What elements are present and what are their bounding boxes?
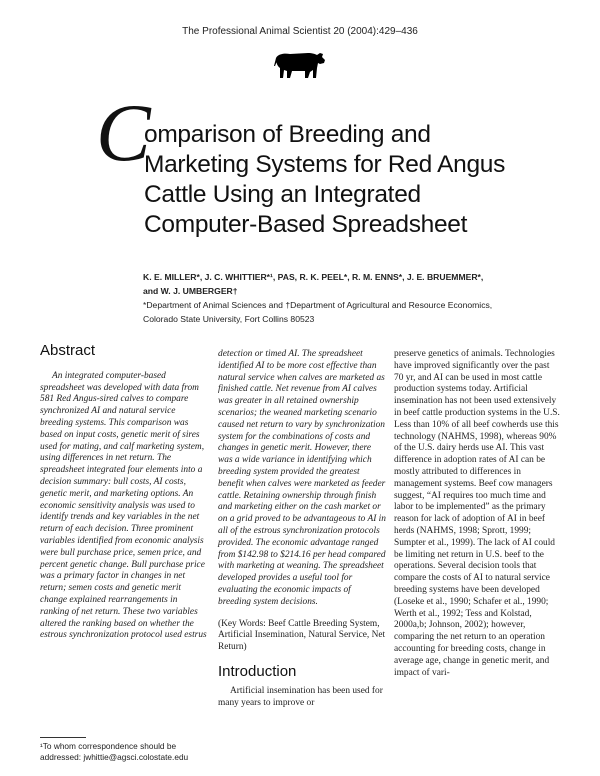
column-1 (40, 342, 208, 642)
abstract-heading: Abstract (40, 342, 96, 359)
affiliations (143, 298, 563, 326)
author-line-2: and W. J. UMBERGER† (143, 286, 238, 296)
title-line-3: Cattle Using an Integrated (144, 181, 421, 208)
author-list (143, 270, 543, 298)
affiliation-line-1: *Department of Animal Sciences and †Department of Agricultural and Resource Economics, (143, 300, 493, 310)
footnote: ¹To whom correspondence should be addressed: jwhittie@agsci.colostate.edu (40, 741, 189, 762)
title-line-4: Computer-Based Spreadsheet (144, 211, 468, 238)
cow-logo (272, 44, 328, 86)
title-line-2: Marketing Systems for Red Angus (144, 151, 506, 178)
cow-icon (272, 44, 328, 86)
affiliation-line-2: Colorado State University, Fort Collins 80523 (143, 314, 315, 324)
abstract-text: An integrated computer-based spreadsheet was developed with data from 581 Red Angus-sired calves to compare synchronized AI and natural service breeding systems. This comparison was based on input costs, genetic merit of sires used for mating, and calf marketing system, using differences in net return. The spreadsheet integrated four elements into a decision summary: bull costs, AI costs, genetic merit, and marketing options. An economic sensitivity analysis was used to identify trends and key variables in the net return of each decision. Three prominent variables identified from economic analysis were bull purchase price, semen price, and percent genetic change. Bull purchase price was a primary factor in changes in net return; semen costs and genetic merit change explained rearrangements in ranking of net return. These two variables altered the ranking based on whether the estrous synchronization protocol used estrus (40, 370, 207, 641)
column-3 (394, 349, 560, 679)
title-drop-cap: C (96, 87, 151, 178)
footnote-divider (40, 737, 86, 738)
abstract-continued: detection or timed AI. The spreadsheet identified AI to be more cost effective than natural service when calves are marketed as finished cattle. Net revenue from AI calves was greater in all retained ownership scenarios; the weaned marketing scenario caused net return to vary by synchronization system for the combinations of costs and changes in genetic merit. However, there was a wide variance in identifying which breeding system provided the greatest benefit when calves were marketed as feeder cattle. Retaining ownership through finish and marketing either on the cash market or on a grid proved to be advantageous to AI in all of the estrous synchronization protocols provided. The economic advantage ranged from $142.98 to $214.16 per head compared with marketing at weaning. The spreadsheet developed provides a useful tool for evaluating the economic impacts of breeding system decisions. (218, 349, 386, 607)
column-2 (218, 349, 386, 709)
introduction-continued: preserve genetics of animals. Technologies have improved significantly over the past 70 yr, and AI can be used in most cattle production systems today. Artificial insemination has not been used extensively in beef cattle production systems in the U.S. Less than 10% of all beef cowherds use this technology (NAHMS, 1998), whereas 90% of the U.S. dairy herds use AI. This vast difference in adoption rates of AI can be mostly attributed to differences in management systems. Beef cow managers suggest, “AI requires too much time and labor to be implemented” as the primary reason for lack of adoption of AI in beef herds (NAHMS, 1998; Sprott, 1999; Sumpter et al., 1999). The lack of AI could be limiting net return in U.S. beef to the operations. Several decision tools that compare the costs of AI to natural service breeding systems have been developed (Loseke et al., 1990; Schafer et al., 1990; Werth et al., 1992; Tess and Kolstad, 2000a,b; Johnson, 2002); however, comparing the net return to an operation accounting for breeding costs, change in average age, change in genetic merit, and impact of vari- (394, 349, 560, 678)
keywords: (Key Words: Beef Cattle Breeding System, Artificial Insemination, Natural Service, Net Return) (218, 618, 386, 653)
author-line-1: K. E. MILLER*, J. C. WHITTIER*¹, PAS, R. K. PEEL*, R. M. ENNS*, J. E. BRUEMMER*, (143, 272, 484, 282)
journal-header: The Professional Animal Scientist 20 (2004):429–436 (182, 26, 418, 37)
title-line-1: omparison of Breeding and (144, 121, 431, 148)
introduction-text: Artificial insemination has been used for many years to improve or (218, 685, 383, 708)
introduction-heading: Introduction (218, 662, 297, 680)
